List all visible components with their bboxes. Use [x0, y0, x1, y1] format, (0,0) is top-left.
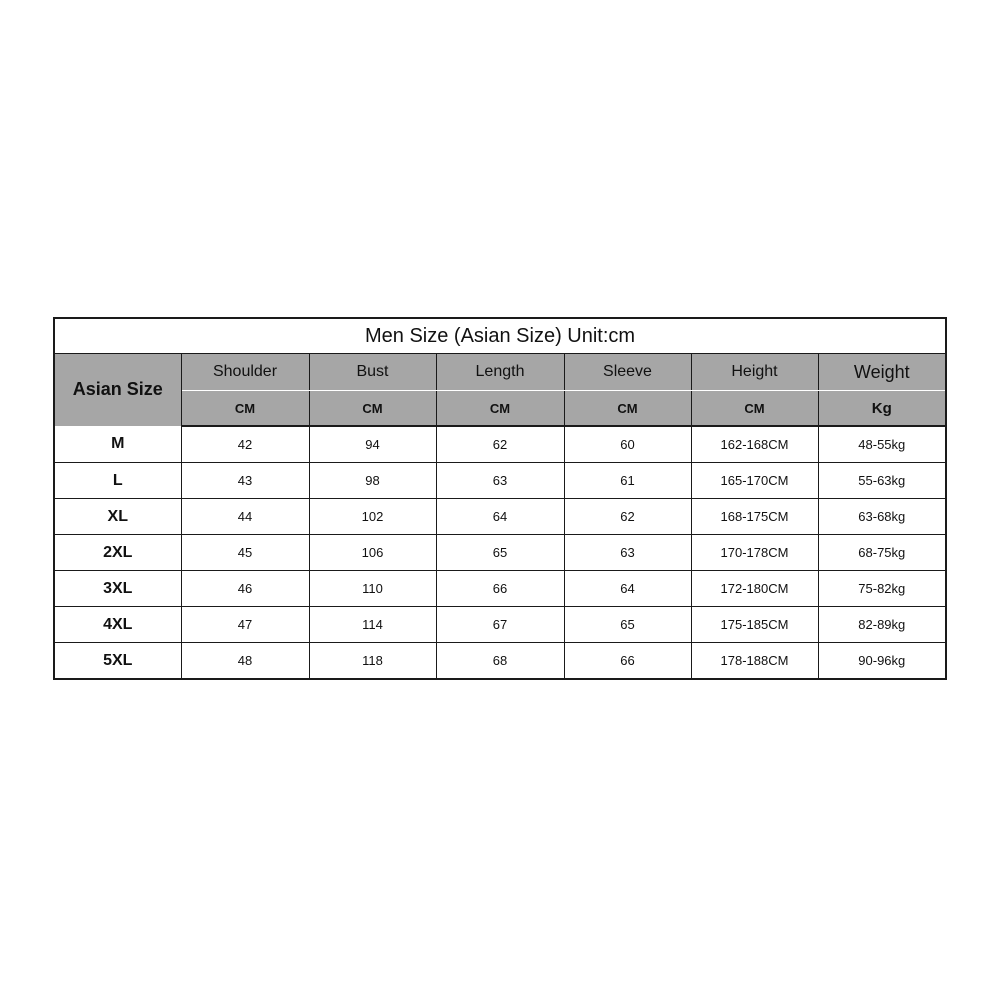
column-header-sleeve: Sleeve	[564, 354, 691, 391]
size-label: XL	[54, 499, 181, 535]
length-value: 63	[436, 463, 564, 499]
table-row	[54, 643, 946, 680]
weight-value: 55-63kg	[818, 463, 946, 499]
bust-value: 110	[309, 571, 436, 607]
unit-row	[54, 391, 946, 427]
sleeve-value: 63	[564, 535, 691, 571]
unit-weight: Kg	[818, 391, 946, 427]
size-label: 3XL	[54, 571, 181, 607]
column-header-bust: Bust	[309, 354, 436, 391]
unit-height: CM	[691, 391, 818, 427]
unit-shoulder: CM	[181, 391, 309, 427]
shoulder-value: 46	[181, 571, 309, 607]
bust-value: 118	[309, 643, 436, 680]
sleeve-value: 60	[564, 426, 691, 463]
size-label: 2XL	[54, 535, 181, 571]
height-value: 175-185CM	[691, 607, 818, 643]
height-value: 162-168CM	[691, 426, 818, 463]
bust-value: 106	[309, 535, 436, 571]
table-row	[54, 571, 946, 607]
unit-length: CM	[436, 391, 564, 427]
sleeve-value: 61	[564, 463, 691, 499]
length-value: 64	[436, 499, 564, 535]
length-value: 67	[436, 607, 564, 643]
column-header-shoulder: Shoulder	[181, 354, 309, 391]
weight-value: 82-89kg	[818, 607, 946, 643]
table-row	[54, 463, 946, 499]
height-value: 170-178CM	[691, 535, 818, 571]
bust-value: 114	[309, 607, 436, 643]
title-row	[54, 318, 946, 354]
column-header-length: Length	[436, 354, 564, 391]
table-title: Men Size (Asian Size) Unit:cm	[54, 318, 946, 354]
shoulder-value: 48	[181, 643, 309, 680]
shoulder-value: 43	[181, 463, 309, 499]
bust-value: 102	[309, 499, 436, 535]
table-row	[54, 426, 946, 463]
height-value: 172-180CM	[691, 571, 818, 607]
size-label: L	[54, 463, 181, 499]
height-value: 178-188CM	[691, 643, 818, 680]
sleeve-value: 64	[564, 571, 691, 607]
sleeve-value: 62	[564, 499, 691, 535]
weight-value: 48-55kg	[818, 426, 946, 463]
weight-value: 90-96kg	[818, 643, 946, 680]
unit-bust: CM	[309, 391, 436, 427]
length-value: 62	[436, 426, 564, 463]
sleeve-value: 65	[564, 607, 691, 643]
size-chart-table	[53, 317, 947, 680]
height-value: 165-170CM	[691, 463, 818, 499]
column-header-row	[54, 354, 946, 391]
bust-value: 94	[309, 426, 436, 463]
length-value: 68	[436, 643, 564, 680]
sleeve-value: 66	[564, 643, 691, 680]
unit-sleeve: CM	[564, 391, 691, 427]
length-value: 66	[436, 571, 564, 607]
shoulder-value: 42	[181, 426, 309, 463]
length-value: 65	[436, 535, 564, 571]
weight-value: 75-82kg	[818, 571, 946, 607]
table-row	[54, 535, 946, 571]
weight-value: 63-68kg	[818, 499, 946, 535]
table-row	[54, 499, 946, 535]
height-value: 168-175CM	[691, 499, 818, 535]
asian-size-header: Asian Size	[54, 354, 181, 427]
size-label: 5XL	[54, 643, 181, 680]
shoulder-value: 47	[181, 607, 309, 643]
shoulder-value: 44	[181, 499, 309, 535]
shoulder-value: 45	[181, 535, 309, 571]
size-label: M	[54, 426, 181, 463]
column-header-weight: Weight	[818, 354, 946, 391]
weight-value: 68-75kg	[818, 535, 946, 571]
size-label: 4XL	[54, 607, 181, 643]
column-header-height: Height	[691, 354, 818, 391]
table-row	[54, 607, 946, 643]
bust-value: 98	[309, 463, 436, 499]
